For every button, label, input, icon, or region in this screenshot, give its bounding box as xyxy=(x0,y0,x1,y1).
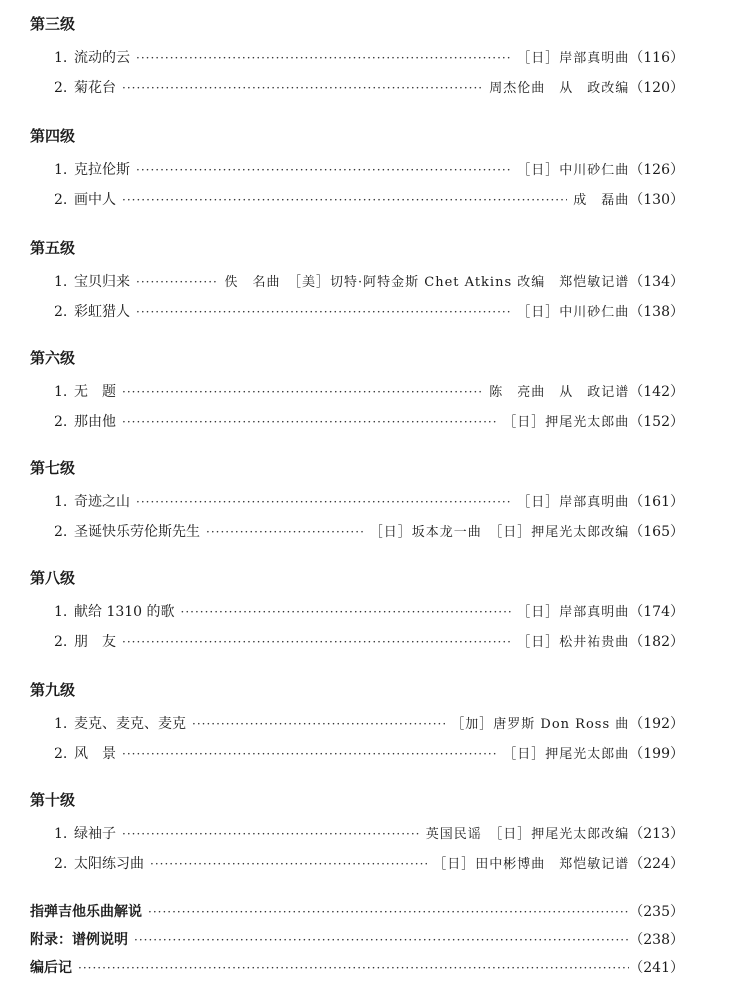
entry-credit: ［日］岸部真明曲 xyxy=(517,51,630,66)
toc-entry[interactable] xyxy=(54,382,684,402)
entry-title: 彩虹猎人 xyxy=(74,304,130,320)
dot-leader xyxy=(78,958,629,978)
entry-number: 1. xyxy=(54,604,68,620)
toc-entry-back-matter[interactable] xyxy=(30,930,684,950)
entry-number: 1. xyxy=(54,274,68,290)
dot-leader xyxy=(122,824,420,844)
dot-leader xyxy=(136,302,511,322)
entry-title: 那由他 xyxy=(74,414,116,430)
entry-page-number: （165） xyxy=(629,524,684,540)
entry-credit: ［日］押尾光太郎曲 xyxy=(503,415,630,430)
dot-leader xyxy=(122,412,497,432)
entry-title: 无 题 xyxy=(74,384,116,400)
entry-page-number: （174） xyxy=(629,604,684,620)
entry-number: 2. xyxy=(54,634,68,650)
entry-page-number: （116） xyxy=(629,50,684,66)
entry-title: 宝贝归来 xyxy=(74,274,130,290)
entry-credit: ［加］唐罗斯 Don Ross 曲 xyxy=(451,717,630,732)
toc-entry[interactable] xyxy=(54,602,684,622)
entry-page-number: （199） xyxy=(629,746,684,762)
entry-title: 献给 1310 的歌 xyxy=(74,604,175,620)
level-heading: 第三级 xyxy=(30,15,76,33)
entry-credit: 英国民谣 ［日］押尾光太郎改编 xyxy=(425,827,630,842)
toc-entry[interactable] xyxy=(54,824,684,844)
toc-entry[interactable] xyxy=(54,48,684,68)
toc-entry[interactable] xyxy=(54,522,684,542)
dot-leader xyxy=(136,48,511,68)
entry-title: 太阳练习曲 xyxy=(74,856,144,872)
dot-leader xyxy=(148,902,629,922)
entry-number: 1. xyxy=(54,716,68,732)
dot-leader xyxy=(122,744,497,764)
toc-entry[interactable] xyxy=(54,160,684,180)
entry-credit: ［日］松井祐贵曲 xyxy=(517,635,630,650)
toc-entry[interactable] xyxy=(54,78,684,98)
dot-leader xyxy=(122,632,511,652)
entry-title: 流动的云 xyxy=(74,50,130,66)
entry-credit: ［日］田中彬博曲 郑恺敏记谱 xyxy=(433,857,630,872)
entry-title: 圣诞快乐劳伦斯先生 xyxy=(74,524,200,540)
dot-leader xyxy=(134,930,629,950)
entry-page-number: （142） xyxy=(629,384,684,400)
entry-title: 指弹吉他乐曲解说 xyxy=(30,904,142,920)
toc-entry[interactable] xyxy=(54,744,684,764)
entry-number: 1. xyxy=(54,50,68,66)
toc-entry[interactable] xyxy=(54,302,684,322)
entry-page-number: （192） xyxy=(629,716,684,732)
entry-credit: 周杰伦曲 从 政改编 xyxy=(489,81,630,96)
toc-entry[interactable] xyxy=(54,412,684,432)
dot-leader xyxy=(136,492,511,512)
dot-leader xyxy=(150,854,427,874)
level-heading: 第八级 xyxy=(30,569,76,587)
toc-entry[interactable] xyxy=(54,854,684,874)
entry-credit: ［日］押尾光太郎曲 xyxy=(503,747,630,762)
dot-leader xyxy=(206,522,364,542)
entry-number: 2. xyxy=(54,746,68,762)
entry-page-number: （134） xyxy=(629,274,684,290)
entry-title: 克拉伦斯 xyxy=(74,162,130,178)
entry-number: 2. xyxy=(54,856,68,872)
entry-number: 1. xyxy=(54,162,68,178)
entry-page-number: （213） xyxy=(629,826,684,842)
entry-page-number: （138） xyxy=(629,304,684,320)
toc-entry[interactable] xyxy=(54,190,684,210)
level-heading: 第六级 xyxy=(30,349,76,367)
toc-entry[interactable] xyxy=(54,714,684,734)
level-heading: 第九级 xyxy=(30,681,76,699)
entry-credit: ［日］岸部真明曲 xyxy=(517,495,630,510)
dot-leader xyxy=(136,272,219,292)
entry-credit: ［日］中川砂仁曲 xyxy=(517,163,630,178)
entry-number: 2. xyxy=(54,524,68,540)
entry-title: 风 景 xyxy=(74,746,116,762)
entry-page-number: （182） xyxy=(629,634,684,650)
level-heading: 第十级 xyxy=(30,791,76,809)
entry-number: 2. xyxy=(54,192,68,208)
entry-page-number: （130） xyxy=(629,192,684,208)
entry-title: 朋 友 xyxy=(74,634,116,650)
toc-entry[interactable] xyxy=(54,272,684,292)
entry-title: 编后记 xyxy=(30,960,72,976)
entry-number: 2. xyxy=(54,80,68,96)
entry-title: 奇迹之山 xyxy=(74,494,130,510)
entry-number: 1. xyxy=(54,384,68,400)
entry-credit: ［日］中川砂仁曲 xyxy=(517,305,630,320)
level-heading: 第七级 xyxy=(30,459,76,477)
entry-credit: ［日］坂本龙一曲 ［日］押尾光太郎改编 xyxy=(369,525,630,540)
entry-page-number: （235） xyxy=(629,904,684,920)
toc-entry[interactable] xyxy=(54,632,684,652)
level-heading: 第五级 xyxy=(30,239,76,257)
entry-title: 麦克、麦克、麦克 xyxy=(74,716,186,732)
dot-leader xyxy=(181,602,512,622)
entry-number: 2. xyxy=(54,414,68,430)
dot-leader xyxy=(122,382,483,402)
toc-entry-back-matter[interactable] xyxy=(30,958,684,978)
dot-leader xyxy=(122,78,483,98)
entry-page-number: （238） xyxy=(629,932,684,948)
entry-credit: 陈 亮曲 从 政记谱 xyxy=(489,385,630,400)
entry-page-number: （152） xyxy=(629,414,684,430)
toc-entry[interactable] xyxy=(54,492,684,512)
entry-title: 画中人 xyxy=(74,192,116,208)
level-heading: 第四级 xyxy=(30,127,76,145)
entry-number: 1. xyxy=(54,826,68,842)
entry-number: 2. xyxy=(54,304,68,320)
entry-credit: 成 磊曲 xyxy=(573,193,630,208)
entry-page-number: （161） xyxy=(629,494,684,510)
entry-page-number: （126） xyxy=(629,162,684,178)
entry-page-number: （241） xyxy=(629,960,684,976)
dot-leader xyxy=(192,714,445,734)
dot-leader xyxy=(136,160,511,180)
entry-page-number: （224） xyxy=(629,856,684,872)
dot-leader xyxy=(122,190,567,210)
toc-entry-back-matter[interactable] xyxy=(30,902,684,922)
entry-number: 1. xyxy=(54,494,68,510)
entry-title: 菊花台 xyxy=(74,80,116,96)
entry-credit: 佚 名曲 ［美］切特·阿特金斯 Chet Atkins 改编 郑恺敏记谱 xyxy=(224,275,630,290)
entry-title: 绿袖子 xyxy=(74,826,116,842)
entry-page-number: （120） xyxy=(629,80,684,96)
entry-title: 附录：谱例说明 xyxy=(30,932,128,948)
entry-credit: ［日］岸部真明曲 xyxy=(517,605,630,620)
